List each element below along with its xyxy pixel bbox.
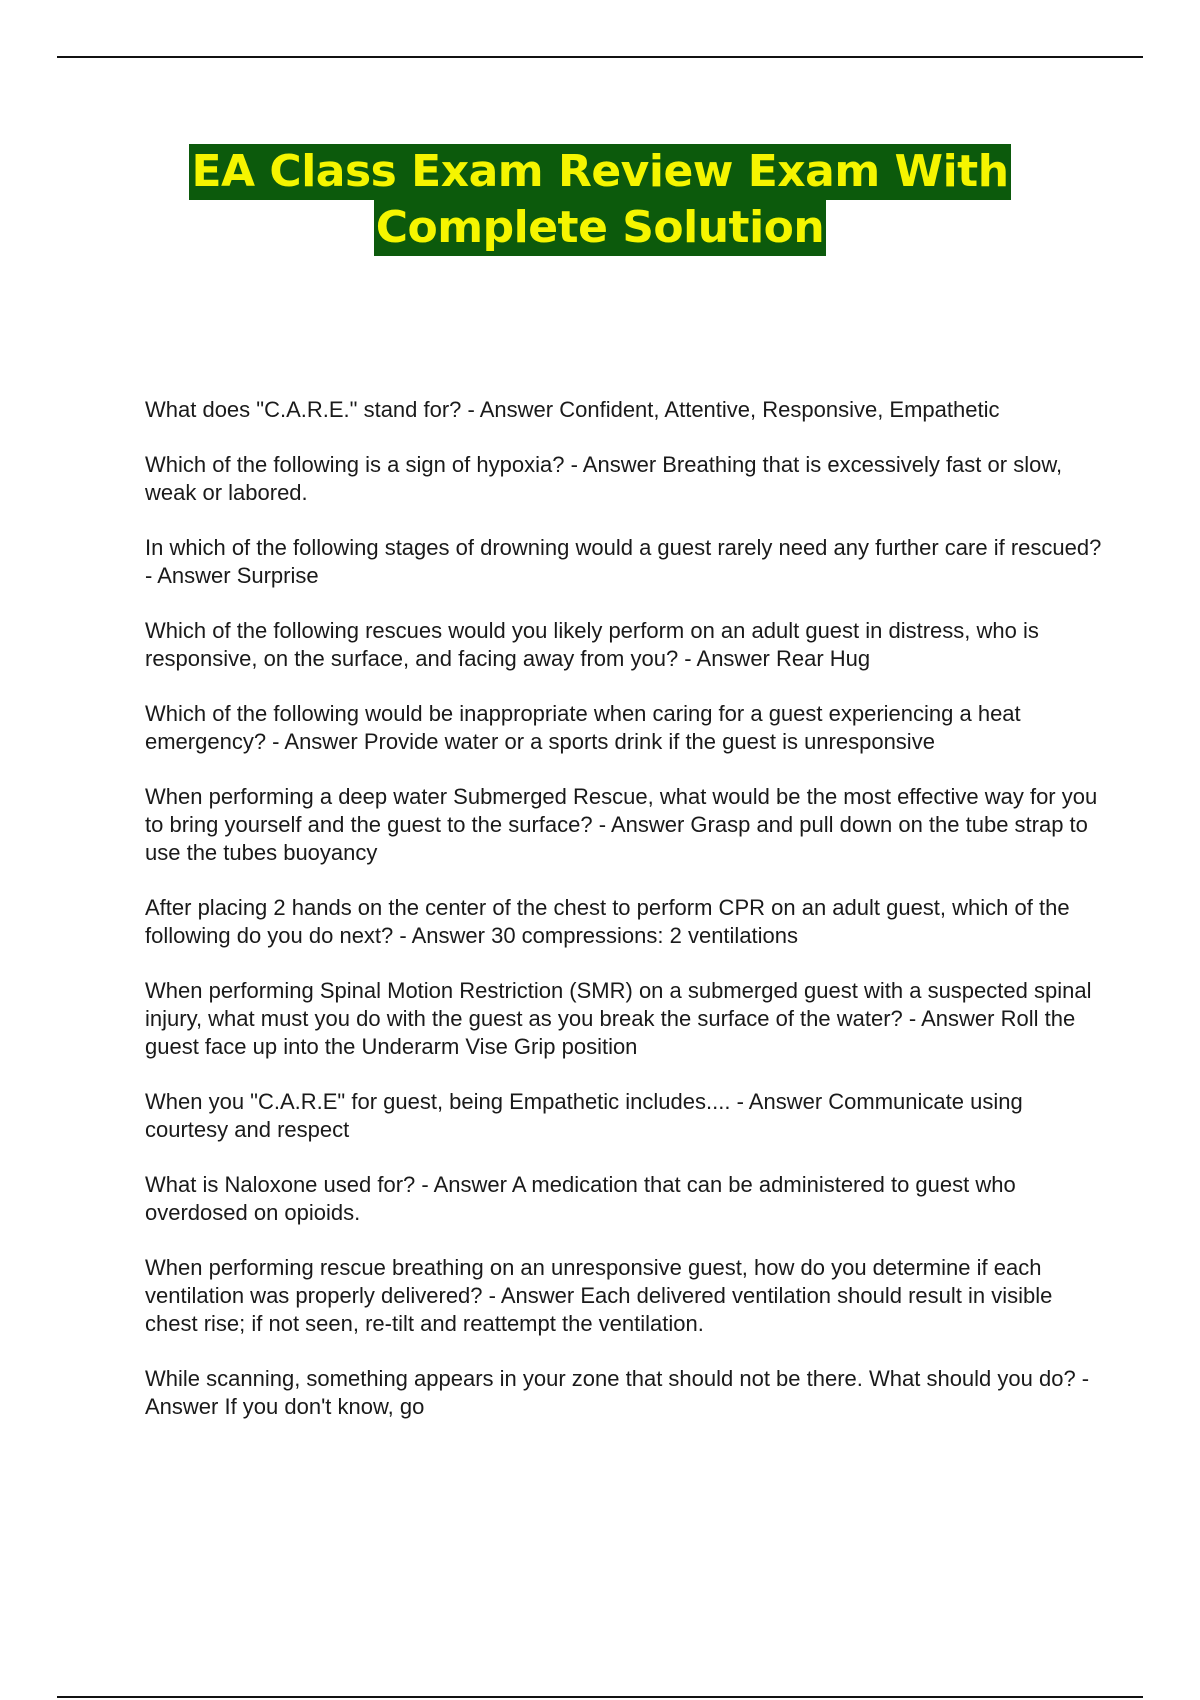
- qa-item: What is Naloxone used for? - Answer A medication that can be administered to guest who overdosed on opioids.: [145, 1172, 1016, 1225]
- title-line-2: Complete Solution: [374, 200, 826, 256]
- qa-item: What does "C.A.R.E." stand for? - Answer Confident, Attentive, Responsive, Empathetic: [145, 397, 1000, 422]
- qa-item: When performing rescue breathing on an unresponsive guest, how do you determine if each ventilation was properly delivered? - Answer Each delivered ventilation should result in visible chest rise; if not seen, re-tilt and reattempt the ventilation.: [145, 1255, 1053, 1336]
- title-line-1: EA Class Exam Review Exam With: [189, 144, 1010, 200]
- qa-item: Which of the following rescues would you likely perform on an adult guest in distress, who is responsive, on the surface, and facing away from you? - Answer Rear Hug: [145, 618, 1039, 671]
- qa-item: When performing Spinal Motion Restriction (SMR) on a submerged guest with a suspected spinal injury, what must you do with the guest as you break the surface of the water? - Answer Roll the guest face up into the Underarm Vise Grip position: [145, 978, 1092, 1059]
- question-answer-list: [145, 396, 1105, 1448]
- qa-item: After placing 2 hands on the center of the chest to perform CPR on an adult guest, which of the following do you do next? - Answer 30 compressions: 2 ventilations: [145, 895, 1070, 948]
- qa-item: Which of the following is a sign of hypoxia? - Answer Breathing that is excessively fast or slow, weak or labored.: [145, 452, 1063, 505]
- qa-item: In which of the following stages of drowning would a guest rarely need any further care if rescued? - Answer Surprise: [145, 535, 1102, 588]
- bottom-divider: [57, 1696, 1143, 1698]
- document-title: [0, 144, 1200, 256]
- qa-item: When performing a deep water Submerged Rescue, what would be the most effective way for you to bring yourself and the guest to the surface? - Answer Grasp and pull down on the tube strap to use the tubes buoyancy: [145, 784, 1098, 865]
- qa-item: Which of the following would be inappropriate when caring for a guest experiencing a heat emergency? - Answer Provide water or a sports drink if the guest is unresponsive: [145, 701, 1021, 754]
- top-divider: [57, 56, 1143, 58]
- qa-item: When you "C.A.R.E" for guest, being Empathetic includes.... - Answer Communicate using courtesy and respect: [145, 1089, 1023, 1142]
- qa-item: While scanning, something appears in your zone that should not be there. What should you do? - Answer If you don't know, go: [145, 1366, 1090, 1419]
